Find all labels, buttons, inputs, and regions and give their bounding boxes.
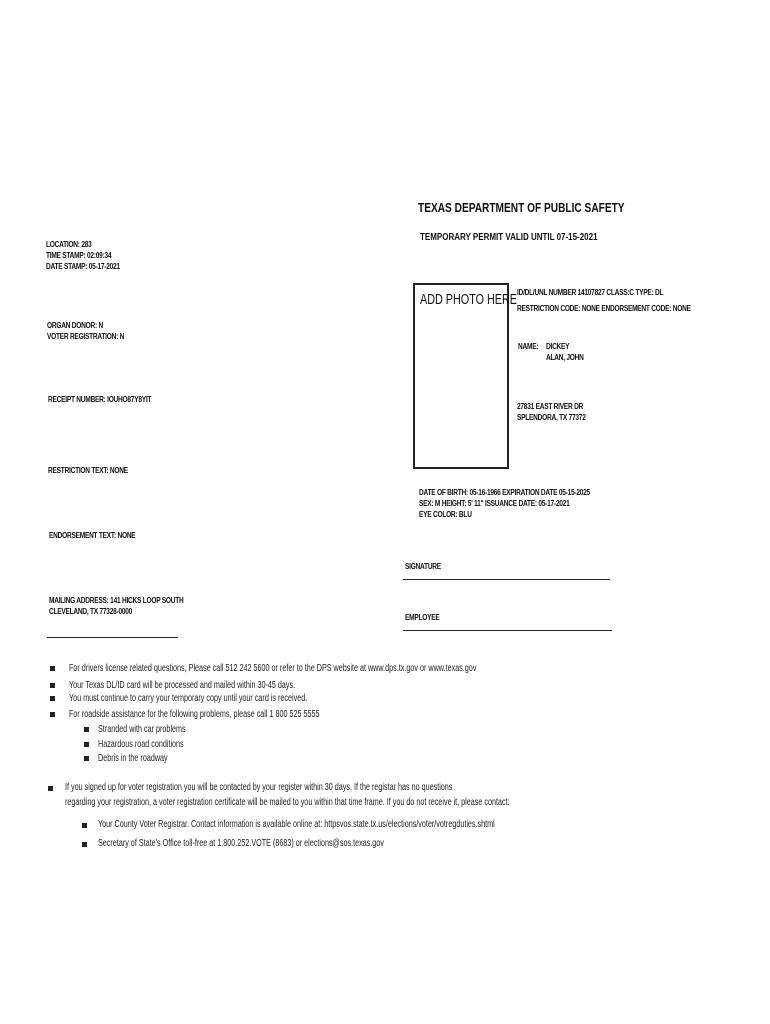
note-roadside-assistance: For roadside assistance for the following problems, please call 1 800 525 5555	[69, 709, 320, 720]
note-voter-line2: regarding your registration, a voter registration certificate will be mailed to you within that time frame. If you do not receive it, please contact:	[65, 797, 510, 808]
id-number-line: ID/DL/UNL NUMBER 14107827 CLASS:C TYPE: DL	[517, 288, 664, 297]
note-card-processing: Your Texas DL/ID card will be processed and mailed within 30-45 days.	[69, 680, 296, 691]
left-divider	[47, 637, 178, 638]
roadside-hazardous: Hazardous road conditions	[98, 739, 184, 750]
photo-placeholder-label: ADD PHOTO HERE	[420, 291, 518, 308]
receipt-number: RECEIPT NUMBER: IOUHO87Y8YIT	[48, 395, 152, 404]
voter-registration: VOTER REGISTRATION: N	[47, 332, 125, 341]
codes-line: RESTRICTION CODE: NONE ENDORSEMENT CODE: NONE	[517, 304, 691, 313]
sub-bullet-icon	[82, 823, 87, 828]
eye-color-line: EYE COLOR: BLU	[419, 510, 472, 519]
mailing-address-line2: CLEVELAND, TX 77328-0000	[49, 607, 133, 616]
sub-bullet-icon	[84, 756, 89, 761]
mailing-address-line1: MAILING ADDRESS: 141 HICKS LOOP SOUTH	[49, 596, 184, 605]
note-license-questions: For drivers license related questions, Please call 512 242 5600 or refer to the DPS website at www.dps.tx.gov or www.texas.gov	[69, 663, 477, 674]
signature-line	[403, 579, 610, 580]
agency-title: TEXAS DEPARTMENT OF PUBLIC SAFETY	[418, 200, 625, 215]
employee-label: EMPLOYEE	[405, 613, 440, 622]
signature-label: SIGNATURE	[405, 562, 441, 571]
dob-expiration-line: DATE OF BIRTH: 05-16-1966 EXPIRATION DATE 05-15-2025	[419, 488, 590, 497]
date-stamp: DATE STAMP: 05-17-2021	[46, 262, 120, 271]
bullet-icon	[50, 712, 55, 717]
photo-box	[413, 283, 518, 469]
bullet-icon	[50, 696, 55, 701]
first-name: ALAN, JOHN	[546, 353, 584, 362]
note-voter-line1: If you signed up for voter registration you will be contacted by your register within 30 days. If the registar has no questions	[65, 782, 453, 793]
location: LOCATION: 283	[46, 240, 92, 249]
sub-bullet-icon	[84, 742, 89, 747]
roadside-debris: Debris in the roadway	[98, 753, 168, 764]
time-stamp: TIME STAMP: 02:09:34	[46, 251, 112, 260]
address-line2: SPLENDORA, TX 77372	[517, 413, 586, 422]
name-label: NAME:	[518, 342, 539, 351]
bullet-icon	[50, 683, 55, 688]
endorsement-text: ENDORSEMENT TEXT: NONE	[49, 531, 136, 540]
sub-bullet-icon	[84, 727, 89, 732]
roadside-stranded: Stranded with car problems	[98, 724, 186, 735]
sex-height-issuance-line: SEX: M HEIGHT: 5' 11" ISSUANCE DATE: 05-17-2021	[419, 499, 570, 508]
note-carry-temporary: You must continue to carry your temporary copy until your card is received.	[69, 693, 308, 704]
permit-valid-until: TEMPORARY PERMIT VALID UNTIL 07-15-2021	[420, 232, 598, 243]
bullet-icon	[48, 786, 53, 791]
contact-county-registrar: Your County Voter Registrar. Contact information is available online at: httpsvos.state.tx.us/elections/voter/votregduties.shtml	[98, 819, 495, 830]
last-name: DICKEY	[546, 342, 570, 351]
organ-donor: ORGAN DONOR: N	[47, 321, 103, 330]
sub-bullet-icon	[82, 842, 87, 847]
address-line1: 27831 EAST RIVER DR	[517, 402, 584, 411]
employee-line	[403, 630, 612, 631]
contact-secretary-of-state: Secretary of State's Office toll-free at 1.800.252.VOTE (8683) or elections@sos.texas.gov	[98, 838, 384, 849]
restriction-text: RESTRICTION TEXT: NONE	[48, 466, 128, 475]
bullet-icon	[50, 666, 55, 671]
